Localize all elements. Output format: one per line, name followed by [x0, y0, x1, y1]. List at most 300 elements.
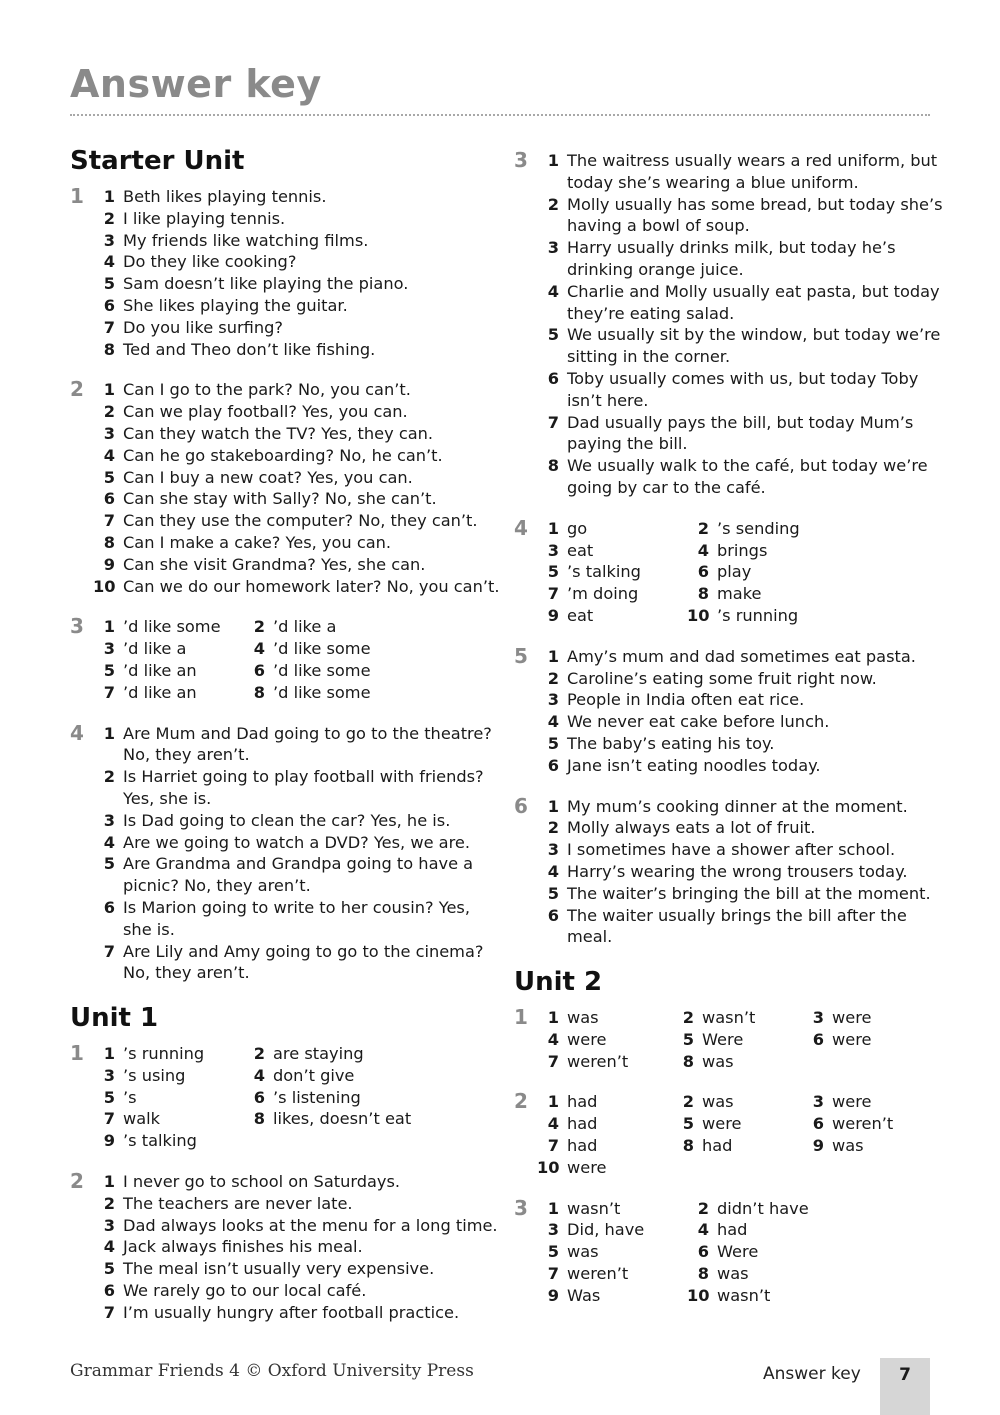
item-number: 4 — [697, 540, 709, 560]
item-text: The teachers are never late. — [123, 1193, 353, 1213]
item-text: Do you like surfing? — [123, 317, 283, 337]
item-number: 3 — [103, 423, 115, 443]
item-text: Are Mum and Dad going to go to the theatre? No, they aren’t. — [123, 723, 492, 765]
item-text: My mum’s cooking dinner at the moment. — [567, 796, 908, 816]
item-text: didn’t have — [717, 1198, 809, 1218]
item-text: walk — [123, 1109, 161, 1129]
item-number: 1 — [103, 380, 115, 400]
item-number: 1 — [103, 187, 115, 206]
answer-item — [93, 1130, 243, 1152]
answer-item — [537, 733, 944, 755]
item-text: Molly usually has some bread, but today she’s having a bowl of soup. — [567, 194, 943, 236]
item-text: My friends like watching films. — [123, 230, 369, 250]
answer-item — [802, 1091, 932, 1113]
answer-item — [537, 1091, 672, 1113]
exercise-number: 1 — [514, 1005, 528, 1030]
page-number: 7 — [899, 1365, 911, 1385]
exercise-number: 1 — [70, 1041, 84, 1066]
page-title: Answer key — [70, 62, 322, 106]
answer-item — [672, 1007, 802, 1029]
item-number: 4 — [103, 252, 115, 272]
answer-item — [537, 1029, 672, 1051]
answer-item — [93, 1087, 243, 1109]
item-number: 3 — [547, 690, 559, 710]
item-text: had — [567, 1114, 598, 1134]
answer-item — [93, 1108, 243, 1130]
answer-item — [93, 723, 500, 767]
answer-item — [537, 1157, 672, 1179]
answer-item — [93, 576, 500, 598]
exercise — [514, 643, 944, 777]
answer-list — [93, 186, 500, 360]
item-number: 2 — [253, 1044, 265, 1064]
answer-item — [93, 832, 500, 854]
answer-item — [93, 510, 500, 532]
answer-item — [687, 1198, 837, 1220]
item-text: Molly always eats a lot of fruit. — [567, 818, 816, 838]
answer-item — [93, 273, 500, 295]
item-number: 5 — [103, 660, 115, 680]
answer-item — [93, 897, 500, 941]
item-text: had — [717, 1220, 748, 1240]
answer-item — [537, 518, 687, 540]
item-text: Can we play football? Yes, you can. — [123, 402, 408, 422]
item-text: eat — [567, 605, 594, 625]
item-number: 3 — [103, 810, 115, 830]
answer-item — [537, 540, 687, 562]
item-number: 6 — [547, 755, 559, 775]
item-text: had — [567, 1092, 598, 1112]
answer-item — [243, 1108, 412, 1130]
exercise-number: 3 — [514, 148, 528, 172]
answer-item — [93, 853, 500, 897]
answer-item — [537, 1285, 687, 1307]
item-text: don’t give — [273, 1065, 355, 1085]
answer-item — [687, 605, 837, 627]
item-number: 1 — [103, 617, 115, 637]
item-text: The waiter’s bringing the bill at the moment. — [567, 883, 931, 903]
exercise — [70, 1043, 500, 1152]
item-number: 6 — [103, 897, 115, 917]
answer-item — [243, 638, 393, 660]
item-text: ’s running — [123, 1044, 205, 1064]
item-text: was — [567, 1242, 599, 1262]
item-number: 1 — [547, 518, 559, 538]
answer-item — [93, 616, 243, 638]
item-text: go — [567, 518, 588, 538]
item-text: ’d like an — [123, 660, 197, 680]
item-text: Dad always looks at the menu for a long time. — [123, 1215, 498, 1235]
answer-item — [93, 488, 500, 510]
item-number: 4 — [103, 832, 115, 852]
item-number: 8 — [697, 584, 709, 604]
exercise — [514, 1195, 944, 1307]
item-text: was — [567, 1008, 599, 1028]
item-text: Dad usually pays the bill, but today Mum’s paying the bill. — [567, 412, 914, 454]
answer-item — [537, 1198, 687, 1220]
item-text: ’d like some — [123, 617, 221, 637]
answer-item — [687, 1285, 837, 1307]
item-text: People in India often eat rice. — [567, 690, 805, 710]
section-heading-unit2: Unit 2 — [514, 967, 603, 998]
answer-list — [93, 379, 500, 597]
exercise — [514, 150, 944, 499]
item-number: 4 — [697, 1220, 709, 1240]
answer-item — [93, 423, 500, 445]
item-number: 1 — [103, 723, 115, 743]
item-number: 6 — [103, 1281, 115, 1301]
answer-item — [243, 682, 393, 704]
answer-item — [93, 638, 243, 660]
item-number: 4 — [547, 712, 559, 732]
item-text: ’s talking — [567, 562, 641, 582]
item-text: Can we do our homework later? No, you can’t. — [123, 576, 500, 596]
answer-item — [537, 796, 944, 818]
item-text: weren’t — [832, 1114, 894, 1134]
item-text: wasn’t — [702, 1008, 756, 1028]
answer-item — [537, 561, 687, 583]
item-text: Can she stay with Sally? No, she can’t. — [123, 489, 437, 509]
item-number: 5 — [103, 1087, 115, 1107]
item-text: Is Harriet going to play football with friends? Yes, she is. — [123, 767, 484, 808]
item-text: Jack always finishes his meal. — [123, 1237, 363, 1257]
answer-item — [93, 379, 500, 401]
answer-item — [93, 317, 500, 339]
answer-item — [672, 1135, 802, 1157]
item-text: We rarely go to our local café. — [123, 1281, 367, 1301]
item-text: I like playing tennis. — [123, 208, 286, 228]
answer-item — [93, 554, 500, 576]
answer-item — [537, 1051, 672, 1073]
answer-item — [537, 1007, 672, 1029]
answer-grid — [537, 518, 944, 627]
exercise-number: 4 — [514, 515, 528, 540]
answer-list — [537, 150, 944, 499]
item-text: ’d like a — [273, 617, 337, 637]
item-text: weren’t — [567, 1264, 629, 1284]
item-text: Can he go stakeboarding? No, he can’t. — [123, 445, 443, 465]
exercise — [514, 793, 944, 949]
item-text: ’s — [123, 1087, 137, 1107]
item-number: 10 — [537, 1157, 560, 1177]
item-number: 8 — [547, 456, 559, 476]
item-number: 5 — [547, 325, 559, 345]
item-number: 2 — [682, 1092, 694, 1112]
item-number: 5 — [547, 562, 559, 582]
answer-item — [93, 1258, 500, 1280]
item-number: 1 — [103, 1172, 115, 1192]
item-text: Toby usually comes with us, but today Toby isn’t here. — [567, 368, 919, 410]
answer-list — [93, 723, 500, 985]
answer-item — [93, 1280, 500, 1302]
item-number: 2 — [682, 1008, 694, 1028]
exercise — [514, 1091, 944, 1178]
item-text: The meal isn’t usually very expensive. — [123, 1259, 435, 1279]
item-text: likes, doesn’t eat — [273, 1109, 412, 1129]
item-number: 10 — [687, 605, 710, 625]
answer-item — [93, 339, 500, 361]
left-column — [70, 146, 500, 1343]
answer-item — [93, 208, 500, 230]
item-number: 6 — [253, 1087, 265, 1107]
exercise — [70, 186, 500, 360]
answer-item — [802, 1113, 932, 1135]
item-number: 9 — [103, 1131, 115, 1151]
item-number: 8 — [103, 532, 115, 552]
item-number: 9 — [812, 1136, 824, 1156]
item-number: 4 — [103, 445, 115, 465]
item-text: were — [832, 1008, 872, 1028]
item-number: 2 — [103, 402, 115, 422]
item-number: 8 — [697, 1264, 709, 1284]
item-number: 4 — [547, 281, 559, 301]
item-number: 1 — [547, 646, 559, 666]
answer-item — [537, 1219, 687, 1241]
exercise-number: 4 — [70, 720, 84, 745]
item-text: Are Lily and Amy going to go to the cinema? No, they aren’t. — [123, 941, 484, 983]
footer-copyright: Grammar Friends 4 © Oxford University Press — [70, 1361, 474, 1381]
answer-item — [93, 445, 500, 467]
answer-item — [93, 1302, 500, 1324]
item-number: 5 — [547, 733, 559, 753]
item-text: Were — [717, 1242, 759, 1262]
item-number: 4 — [253, 1065, 265, 1085]
exercise-number: 1 — [70, 184, 84, 208]
item-number: 8 — [103, 339, 115, 359]
footer-label: Answer key — [763, 1364, 861, 1384]
item-number: 5 — [547, 1242, 559, 1262]
exercise-number: 2 — [514, 1089, 528, 1114]
answer-item — [537, 1263, 687, 1285]
item-text: Amy’s mum and dad sometimes eat pasta. — [567, 646, 916, 666]
item-text: Beth likes playing tennis. — [123, 187, 327, 206]
item-number: 4 — [103, 1237, 115, 1257]
item-number: 2 — [697, 1198, 709, 1218]
item-number: 3 — [103, 639, 115, 659]
answer-item — [93, 1193, 500, 1215]
answer-item — [687, 1263, 837, 1285]
exercise — [514, 515, 944, 627]
item-text: Can I go to the park? No, you can’t. — [123, 380, 411, 400]
item-number: 6 — [812, 1029, 824, 1049]
item-text: ’s using — [123, 1065, 186, 1085]
section-heading-starter: Starter Unit — [70, 146, 245, 176]
answer-grid — [93, 1043, 500, 1152]
answer-list — [537, 796, 944, 949]
item-number: 3 — [547, 238, 559, 258]
answer-item — [537, 324, 944, 368]
exercise — [514, 1007, 944, 1072]
item-text: The waiter usually brings the bill after the meal. — [567, 905, 907, 947]
item-number: 9 — [547, 1285, 559, 1305]
item-text: Can they use the computer? No, they can’t. — [123, 511, 478, 531]
item-number: 7 — [103, 317, 115, 337]
item-number: 4 — [547, 1029, 559, 1049]
answer-item — [687, 1219, 837, 1241]
item-number: 4 — [547, 861, 559, 881]
item-number: 7 — [103, 682, 115, 702]
item-text: eat — [567, 540, 594, 560]
item-number: 2 — [697, 518, 709, 538]
answer-item — [243, 1065, 393, 1087]
item-number: 5 — [682, 1029, 694, 1049]
item-number: 3 — [103, 1215, 115, 1235]
answer-list — [93, 1171, 500, 1324]
item-number: 6 — [103, 489, 115, 509]
item-text: Can they watch the TV? Yes, they can. — [123, 423, 434, 443]
item-text: Can she visit Grandma? Yes, she can. — [123, 554, 426, 574]
item-number: 2 — [547, 194, 559, 214]
item-number: 8 — [253, 682, 265, 702]
item-text: Do they like cooking? — [123, 252, 297, 272]
item-text: Harry’s wearing the wrong trousers today. — [567, 861, 908, 881]
exercise-number: 5 — [514, 643, 528, 668]
item-text: were — [567, 1029, 607, 1049]
item-text: I sometimes have a shower after school. — [567, 840, 896, 860]
item-number: 7 — [547, 1051, 559, 1071]
answer-item — [537, 150, 944, 194]
item-number: 5 — [682, 1114, 694, 1134]
item-text: Were — [702, 1029, 744, 1049]
item-number: 3 — [812, 1008, 824, 1028]
answer-item — [672, 1091, 802, 1113]
answer-item — [93, 1065, 243, 1087]
answer-item — [93, 1043, 243, 1065]
answer-item — [802, 1135, 932, 1157]
answer-item — [537, 194, 944, 238]
answer-item — [243, 1043, 393, 1065]
item-text: wasn’t — [717, 1285, 771, 1305]
item-number: 1 — [547, 796, 559, 816]
item-number: 3 — [547, 540, 559, 560]
item-number: 8 — [253, 1109, 265, 1129]
item-text: Ted and Theo don’t like fishing. — [123, 339, 376, 359]
item-text: were — [702, 1114, 742, 1134]
item-text: brings — [717, 540, 768, 560]
item-number: 10 — [93, 576, 116, 596]
item-text: play — [717, 562, 752, 582]
item-text: I’m usually hungry after football practice. — [123, 1302, 460, 1322]
item-number: 7 — [103, 511, 115, 531]
item-text: We never eat cake before lunch. — [567, 712, 830, 732]
item-text: The waitress usually wears a red uniform, but today she’s wearing a blue uniform. — [567, 151, 938, 192]
item-number: 8 — [682, 1051, 694, 1071]
item-text: Did, have — [567, 1220, 645, 1240]
item-text: She likes playing the guitar. — [123, 295, 348, 315]
answer-item — [93, 467, 500, 489]
answer-item — [537, 1241, 687, 1263]
item-text: Was — [567, 1285, 601, 1305]
item-number: 9 — [547, 605, 559, 625]
answer-item — [537, 368, 944, 412]
answer-item — [93, 660, 243, 682]
item-text: Caroline’s eating some fruit right now. — [567, 668, 877, 688]
item-text: ’d like some — [273, 639, 371, 659]
answer-item — [687, 518, 837, 540]
item-number: 8 — [682, 1136, 694, 1156]
item-text: Jane isn’t eating noodles today. — [567, 755, 821, 775]
item-number: 7 — [103, 1109, 115, 1129]
item-number: 5 — [103, 854, 115, 874]
item-text: were — [832, 1029, 872, 1049]
item-number: 6 — [547, 368, 559, 388]
exercise-number: 6 — [514, 793, 528, 818]
answer-item — [537, 1113, 672, 1135]
item-text: Are Grandma and Grandpa going to have a picnic? No, they aren’t. — [123, 854, 474, 896]
exercise-number: 2 — [70, 1169, 84, 1194]
item-text: ’s listening — [273, 1087, 361, 1107]
answer-item — [537, 711, 944, 733]
answer-item — [243, 660, 393, 682]
answer-item — [687, 540, 837, 562]
item-number: 6 — [253, 660, 265, 680]
item-number: 1 — [547, 151, 559, 170]
item-number: 3 — [103, 230, 115, 250]
answer-grid — [537, 1198, 944, 1307]
answer-item — [672, 1113, 802, 1135]
item-text: are staying — [273, 1044, 364, 1064]
item-number: 1 — [103, 1044, 115, 1064]
answer-item — [537, 646, 944, 668]
item-number: 3 — [547, 840, 559, 860]
item-number: 5 — [103, 467, 115, 487]
item-number: 6 — [103, 295, 115, 315]
item-number: 5 — [103, 274, 115, 294]
answer-item — [93, 295, 500, 317]
answer-item — [93, 682, 243, 704]
answer-item — [93, 186, 500, 208]
answer-item — [802, 1007, 932, 1029]
answer-item — [687, 561, 837, 583]
answer-item — [537, 583, 687, 605]
answer-item — [93, 230, 500, 252]
item-number: 2 — [547, 818, 559, 838]
item-text: were — [832, 1092, 872, 1112]
answer-item — [537, 1135, 672, 1157]
item-number: 1 — [547, 1092, 559, 1112]
item-number: 4 — [547, 1114, 559, 1134]
item-number: 7 — [103, 941, 115, 961]
item-number: 6 — [812, 1114, 824, 1134]
answer-grid — [537, 1091, 944, 1178]
answer-item — [672, 1051, 802, 1073]
answer-item — [537, 412, 944, 456]
item-text: The baby’s eating his toy. — [567, 733, 775, 753]
item-number: 7 — [547, 584, 559, 604]
item-number: 2 — [547, 668, 559, 688]
item-text: weren’t — [567, 1051, 629, 1071]
right-column — [514, 150, 944, 1326]
item-number: 1 — [547, 1008, 559, 1028]
answer-item — [93, 941, 500, 985]
item-number: 2 — [103, 767, 115, 787]
item-number: 5 — [547, 883, 559, 903]
answer-item — [802, 1029, 932, 1051]
answer-item — [93, 766, 500, 810]
item-text: Sam doesn’t like playing the piano. — [123, 274, 409, 294]
answer-item — [537, 905, 944, 949]
item-text: wasn’t — [567, 1198, 621, 1218]
exercise — [70, 379, 500, 597]
answer-item — [243, 1087, 393, 1109]
answer-item — [93, 1171, 500, 1193]
answer-item — [687, 583, 837, 605]
answer-item — [537, 237, 944, 281]
answer-item — [93, 810, 500, 832]
item-text: was — [832, 1136, 864, 1156]
item-number: 10 — [687, 1285, 710, 1305]
item-text: Can I buy a new coat? Yes, you can. — [123, 467, 413, 487]
